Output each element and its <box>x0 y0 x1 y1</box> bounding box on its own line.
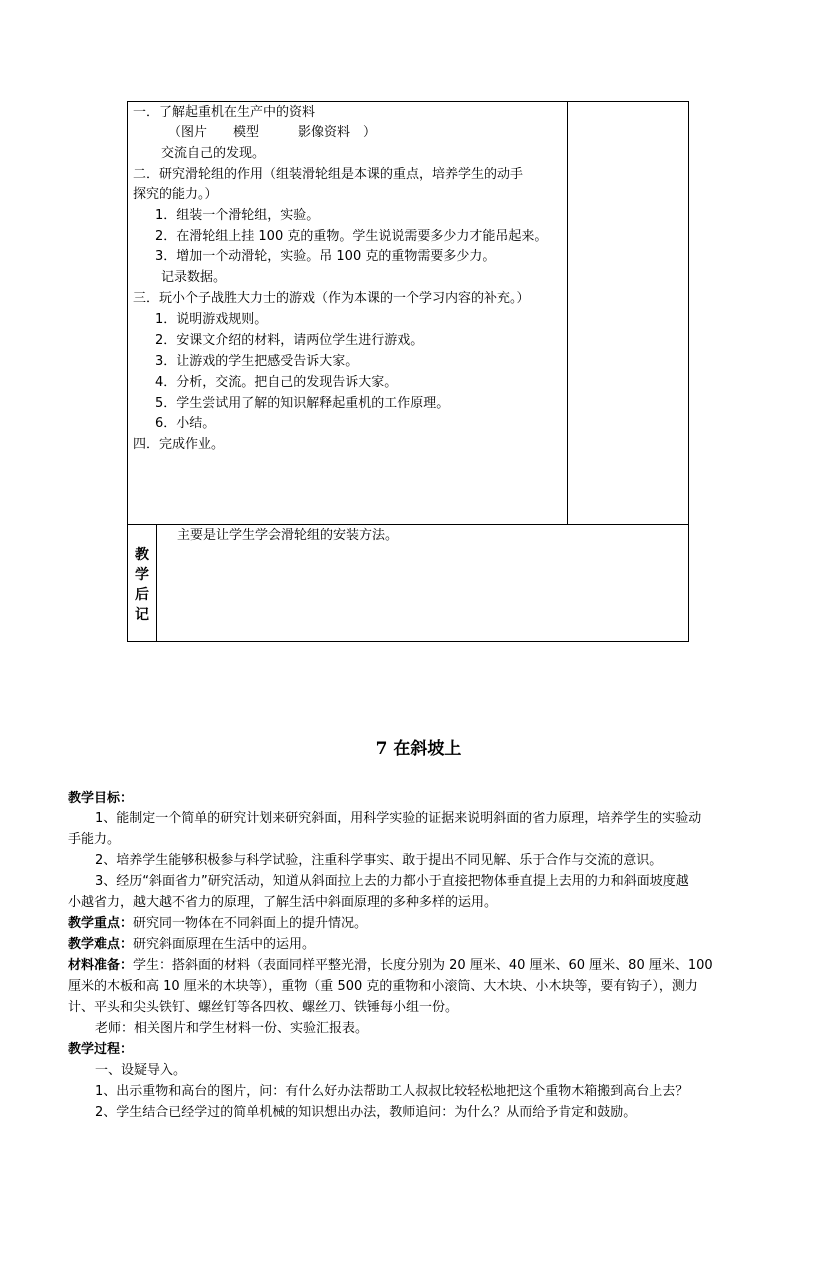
materials <box>68 956 713 976</box>
process-line: 2．在滑轮组上挂 100 克的重物。学生说说需要多少力才能吊起来。 <box>155 229 548 244</box>
key-point <box>68 914 367 934</box>
materials-line: 学生：搭斜面的材料（表面同样平整光滑，长度分别为 20 厘米、40 厘米、60 厘米、80 厘米、100 <box>133 958 713 973</box>
process-line: 2．安课文介绍的材料，请两位学生进行游戏。 <box>155 333 424 348</box>
key-point-text: 研究同一物体在不同斜面上的提升情况。 <box>133 916 368 931</box>
process-line: （图片 模型 影像资料 ） <box>168 125 377 140</box>
process-line: 探究的能力。） <box>133 187 218 202</box>
materials-line: 计、平头和尖头铁钉、螺丝钉等各四枚、螺丝刀、铁锤每小组一份。 <box>68 1000 459 1015</box>
reflection-label-char: 教 <box>135 547 149 563</box>
process-line: 四．完成作业。 <box>133 437 225 452</box>
reflection-label-char: 记 <box>135 607 149 623</box>
process-line: 1．说明游戏规则。 <box>155 312 268 327</box>
process-line: 6．小结。 <box>155 416 216 431</box>
reflection-label-char: 学 <box>135 567 149 583</box>
process-line: 三．玩小个子战胜大力士的游戏（作为本课的一个学习内容的补充。） <box>133 291 530 306</box>
process-line: 1．组装一个滑轮组，实验。 <box>155 208 320 223</box>
key-point-label: 教学重点： <box>68 916 134 931</box>
objective-line: 2、培养学生能够积极参与科学试验，注重科学事实、敢于提出不同见解、乐于合作与交流的意识。 <box>95 853 663 868</box>
process-line: 二．研究滑轮组的作用（组装滑轮组是本课的重点，培养学生的动手 <box>133 167 524 182</box>
reflection-label-cell <box>128 525 157 641</box>
objective-line: 1、能制定一个简单的研究计划来研究斜面，用科学实验的证据来说明斜面的省力原理，培养学生的实验动 <box>95 811 702 826</box>
lesson-process-line: 1、出示重物和高台的图片，问：有什么好办法帮助工人叔叔比较轻松地把这个重物木箱搬到高台上去？ <box>95 1084 689 1099</box>
lesson-table <box>127 101 689 642</box>
reflection-cell <box>157 525 688 641</box>
lesson-process-line: 一、设疑导入。 <box>95 1063 187 1078</box>
process-line: 3．增加一个动滑轮，实验。吊 100 克的重物需要多少力。 <box>155 249 496 264</box>
difficulty-label: 教学难点： <box>68 937 134 952</box>
reflection-label-char: 后 <box>135 587 149 603</box>
difficulty-text: 研究斜面原理在生活中的运用。 <box>133 937 316 952</box>
teaching-process-cell <box>128 102 568 524</box>
reflection-text: 主要是让学生学会滑轮组的安装方法。 <box>177 528 399 543</box>
difficulty <box>68 935 315 955</box>
lesson-title: 7 在斜坡上 <box>375 739 462 759</box>
process-line: 一．了解起重机在生产中的资料 <box>133 105 316 120</box>
process-line: 记录数据。 <box>161 270 227 285</box>
materials-label: 材料准备： <box>68 958 134 973</box>
process-line: 交流自己的发现。 <box>161 146 266 161</box>
process-line: 3．让游戏的学生把感受告诉大家。 <box>155 354 359 369</box>
materials-line: 厘米的木板和高 10 厘米的木块等），重物（重 500 克的重物和小滚筒、大木块、小木块等，要有钩子），测力 <box>68 979 698 994</box>
process-line: 5．学生尝试用了解的知识解释起重机的工作原理。 <box>155 396 450 411</box>
process-line: 4．分析，交流。把自己的发现告诉大家。 <box>155 375 398 390</box>
objective-line: 手能力。 <box>68 832 121 847</box>
objective-line: 3、经历“斜面省力”研究活动，知道从斜面拉上去的力都小于直接把物体垂直提上去用的力和斜面坡度越 <box>95 874 689 889</box>
process-label: 教学过程： <box>68 1042 134 1057</box>
objective-line: 小越省力，越大越不省力的原理，了解生活中斜面原理的多种多样的运用。 <box>68 895 498 910</box>
materials-line: 老师：相关图片和学生材料一份、实验汇报表。 <box>95 1021 369 1036</box>
objectives-label: 教学目标： <box>68 791 134 806</box>
notes-cell <box>568 102 688 524</box>
lesson-process-line: 2、学生结合已经学过的简单机械的知识想出办法，教师追问：为什么？从而给予肯定和鼓励。 <box>95 1105 637 1120</box>
